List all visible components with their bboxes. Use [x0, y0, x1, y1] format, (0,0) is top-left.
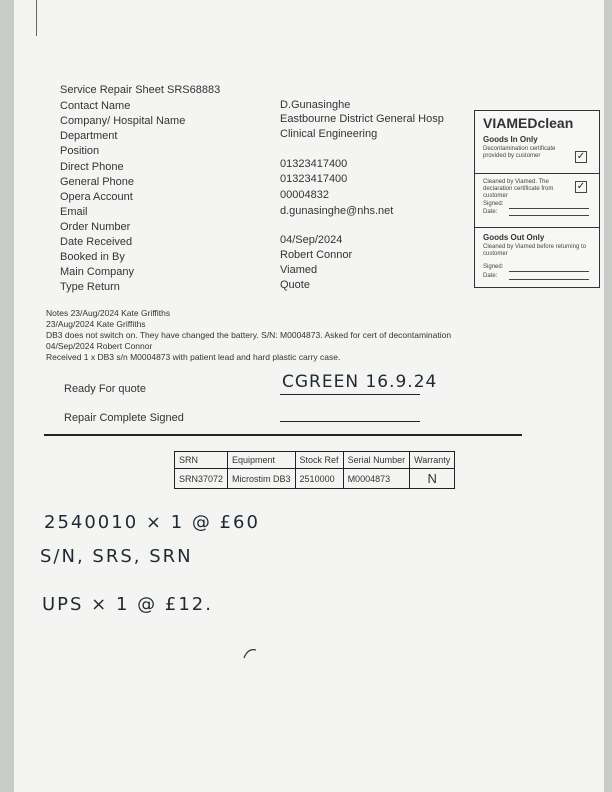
- equipment-table: [174, 451, 455, 489]
- table-header: Warranty: [410, 452, 455, 469]
- goods-in-date-label: Date:: [483, 209, 498, 215]
- table-header: SRN: [175, 452, 228, 469]
- section-divider: [44, 434, 522, 436]
- checkmark-icon: ✓: [576, 151, 586, 162]
- pen-mark-icon: [242, 646, 262, 660]
- field-value-date-received: 04/Sep/2024: [280, 234, 343, 246]
- goods-in-date-line: [509, 215, 589, 216]
- note-line: 23/Aug/2024 Kate Griffiths: [46, 319, 146, 329]
- cleaned-text: Cleaned by Viamed. The declaration certificate from customer: [483, 179, 554, 199]
- viamed-clean-logo: VIAMEDclean: [483, 115, 574, 131]
- field-label-contact-name: Contact Name: [60, 100, 131, 112]
- decon-text: Decontamination certificate provided by customer: [483, 146, 556, 159]
- field-label-company: Company/ Hospital Name: [60, 115, 186, 127]
- goods-out-date-label: Date:: [483, 273, 498, 279]
- field-value-booked-in-by: Robert Connor: [280, 249, 353, 261]
- ready-for-quote-line: [280, 394, 420, 395]
- table-cell: 2510000: [295, 469, 343, 489]
- field-value-direct-phone: 01323417400: [280, 158, 348, 170]
- table-header: Equipment: [228, 452, 296, 469]
- ready-for-quote-signature: CGREEN 16.9.24: [282, 372, 438, 392]
- viamed-divider: [475, 227, 599, 228]
- cleaned-checkbox[interactable]: [575, 181, 587, 193]
- field-label-order-number: Order Number: [60, 221, 131, 233]
- goods-out-date-line: [509, 279, 589, 280]
- field-label-position: Position: [60, 145, 100, 157]
- note-line: DB3 does not switch on. They have changed the battery. S/N: M0004873. Asked for cert of decontamination: [46, 330, 452, 340]
- table-header: Serial Number: [343, 452, 410, 469]
- table-cell: SRN37072: [175, 469, 228, 489]
- field-label-department: Department: [60, 130, 118, 142]
- note-line: Notes 23/Aug/2024 Kate Griffiths: [46, 308, 171, 318]
- field-label-direct-phone: Direct Phone: [60, 161, 124, 173]
- goods-out-signed-label: Signed:: [483, 264, 504, 270]
- field-label-booked-in-by: Booked in By: [60, 251, 125, 263]
- goods-out-signed-line: [509, 271, 589, 272]
- goods-out-heading: Goods Out Only: [483, 233, 545, 242]
- goods-in-heading: Goods In Only: [483, 135, 538, 144]
- field-value-department: Clinical Engineering: [280, 128, 378, 140]
- repair-sheet-page: [14, 0, 604, 792]
- repair-complete-label: Repair Complete Signed: [64, 412, 184, 424]
- goods-in-signed-label: Signed:: [483, 201, 504, 207]
- repair-complete-line: [280, 421, 420, 422]
- page-fold-mark: [36, 0, 37, 36]
- field-value-company: Eastbourne District General Hosp: [280, 113, 444, 125]
- field-value-opera-account: 00004832: [280, 189, 329, 201]
- handwritten-line: S/N, SRS, SRN: [40, 546, 193, 567]
- ready-for-quote-label: Ready For quote: [64, 383, 146, 395]
- field-label-type-return: Type Return: [60, 281, 120, 293]
- field-label-date-received: Date Received: [60, 236, 133, 248]
- table-header-row: [175, 452, 455, 469]
- viamed-clean-box: [474, 110, 600, 288]
- field-label-opera-account: Opera Account: [60, 191, 133, 203]
- field-value-general-phone: 01323417400: [280, 173, 348, 185]
- table-cell: M0004873: [343, 469, 410, 489]
- field-value-email: d.gunasinghe@nhs.net: [280, 205, 394, 217]
- note-line: Received 1 x DB3 s/n M0004873 with patient lead and hard plastic carry case.: [46, 352, 341, 362]
- table-row: [175, 469, 455, 489]
- table-cell: N: [410, 469, 455, 489]
- decon-checkbox[interactable]: [575, 151, 587, 163]
- field-value-contact-name: D.Gunasinghe: [280, 99, 351, 111]
- viamed-divider: [475, 173, 599, 174]
- handwritten-line: 2540010 × 1 @ £60: [44, 512, 260, 533]
- table-header: Stock Ref: [295, 452, 343, 469]
- field-label-email: Email: [60, 206, 88, 218]
- field-label-main-company: Main Company: [60, 266, 134, 278]
- sheet-title: Service Repair Sheet SRS68883: [60, 84, 221, 96]
- field-value-type-return: Quote: [280, 279, 310, 291]
- note-line: 04/Sep/2024 Robert Connor: [46, 341, 153, 351]
- table-cell: Microstim DB3: [228, 469, 296, 489]
- field-label-general-phone: General Phone: [60, 176, 134, 188]
- goods-out-text: Cleaned by Viamed before returning to customer: [483, 244, 586, 257]
- field-value-main-company: Viamed: [280, 264, 318, 276]
- checkmark-icon: ✓: [576, 181, 586, 192]
- handwritten-line: UPS × 1 @ £12.: [42, 594, 213, 615]
